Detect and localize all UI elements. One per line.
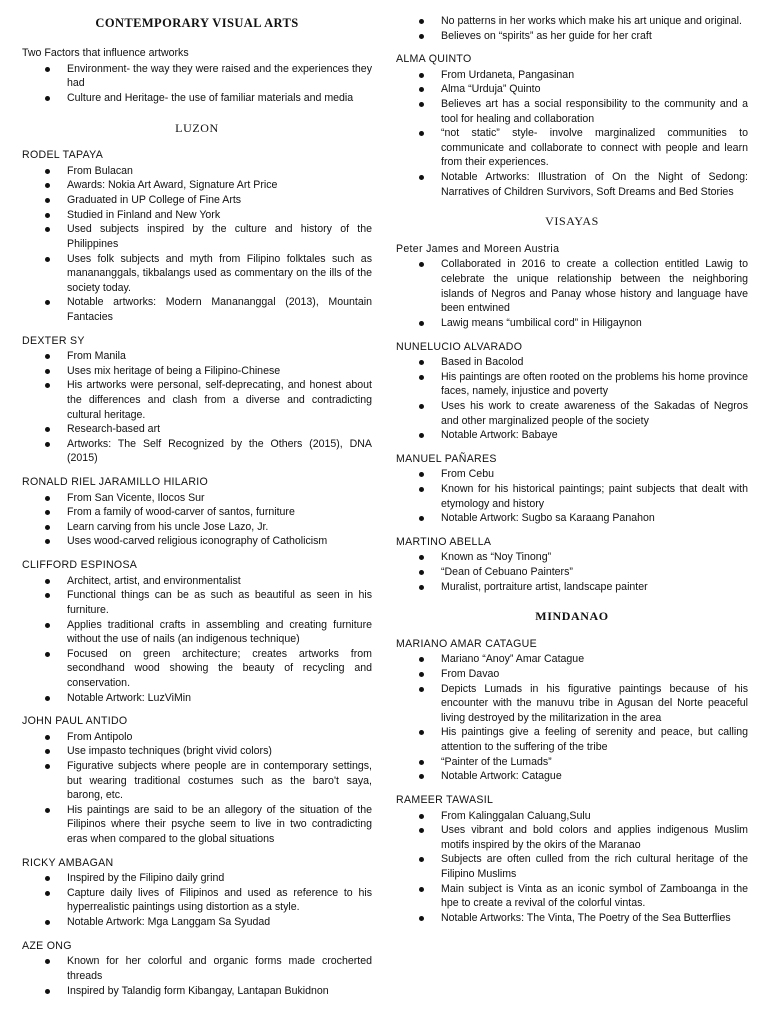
region-heading-visayas: VISAYAS xyxy=(545,214,599,229)
list-item: His paintings are often rooted on the problems his home province faces, namely, injustice and poverty xyxy=(396,370,748,399)
list-item: Lawig means “umbilical cord” in Hiligaynon xyxy=(396,316,748,331)
artist-name: RAMEER TAWASIL xyxy=(396,793,494,806)
artist-facts-list xyxy=(22,164,372,325)
artist-facts-list xyxy=(22,491,372,549)
list-item: Studied in Finland and New York xyxy=(22,208,372,223)
artist-name: CLIFFORD ESPINOSA xyxy=(22,559,138,572)
artist-section xyxy=(396,637,748,784)
list-item: His paintings give a feeling of serenity and peace, but calling attention to the suffering of the tribe xyxy=(396,725,748,754)
artist-section xyxy=(396,242,748,331)
list-item: Notable Artwork: LuzViMin xyxy=(22,691,372,706)
list-item: Notable Artwork: Catague xyxy=(396,769,748,784)
list-item: Environment- the way they were raised and the experiences they had xyxy=(22,62,372,91)
list-item: Learn carving from his uncle Jose Lazo, Jr. xyxy=(22,520,372,535)
region-heading-luzon: LUZON xyxy=(175,120,219,135)
artist-section xyxy=(396,535,748,594)
artist-facts-list xyxy=(22,954,372,998)
artist-facts-list xyxy=(22,349,372,466)
list-item: Known for his historical paintings; paint subjects that dealt with etymology and history xyxy=(396,482,748,511)
list-item: Awards: Nokia Art Award, Signature Art Price xyxy=(22,178,372,193)
list-item: Focused on green architecture; creates artworks from secondhand wood showing the beauty of recycling and conservation. xyxy=(22,647,372,691)
list-item: Research-based art xyxy=(22,422,372,437)
artist-facts-list xyxy=(396,550,748,594)
list-item: Uses vibrant and bold colors and applies indigenous Muslim motifs inspired by the okirs of the Maranao xyxy=(396,823,748,852)
list-item: His paintings are said to be an allegory of the situation of the Filipinos where their psyche seem to live in two contradicting eras when compared to the global situations xyxy=(22,803,372,847)
artist-facts-list xyxy=(22,871,372,929)
list-item: From Cebu xyxy=(396,467,748,482)
region-heading-mindanao: MINDANAO xyxy=(535,609,609,624)
artist-section xyxy=(22,148,372,324)
list-item: Believes art has a social responsibility to the community and a tool for healing and collaboration xyxy=(396,97,748,126)
list-item: Notable artworks: Modern Manananggal (2013), Mountain Fantacies xyxy=(22,295,372,324)
list-item: Believes on “spirits” as her guide for her craft xyxy=(396,29,748,44)
list-item: Artworks: The Self Recognized by the Others (2015), DNA (2015) xyxy=(22,437,372,466)
list-item: No patterns in her works which make his art unique and original. xyxy=(396,14,748,29)
visayas-artist-list xyxy=(396,242,748,594)
continued-list xyxy=(396,14,748,43)
luzon-artist-list-continued xyxy=(396,52,748,199)
list-item: Notable Artwork: Babaye xyxy=(396,428,748,443)
artist-facts-list xyxy=(396,355,748,443)
artist-section xyxy=(396,452,748,526)
list-item: His artworks were personal, self-deprecating, and honest about the differences and clash from a diverse and contradicting cultural heritage. xyxy=(22,378,372,422)
list-item: Subjects are often culled from the rich cultural heritage of the Filipino Muslims xyxy=(396,852,748,881)
left-column xyxy=(22,0,372,1007)
list-item: Uses his work to create awareness of the Sakadas of Negros and other marginalized people of the society xyxy=(396,399,748,428)
artist-section xyxy=(396,340,748,443)
artist-name: RODEL TAPAYA xyxy=(22,149,104,162)
list-item: Notable Artworks: Illustration of On the Night of Sedong: Narratives of Children Survivors, Soft Dreams and Bed Stories xyxy=(396,170,748,199)
mindanao-artist-list xyxy=(396,637,748,926)
list-item: From Davao xyxy=(396,667,748,682)
intro-section xyxy=(22,46,372,105)
artist-section xyxy=(22,939,372,998)
intro-list xyxy=(22,62,372,106)
list-item: Known for her colorful and organic forms made crocherted threads xyxy=(22,954,372,983)
list-item: Alma “Urduja” Quinto xyxy=(396,82,748,97)
list-item: “Painter of the Lumads” xyxy=(396,755,748,770)
artist-facts-list xyxy=(396,652,748,783)
artist-name: DEXTER SY xyxy=(22,334,85,347)
list-item: Applies traditional crafts in assembling and creating furniture without the use of nails (an indigenous technique) xyxy=(22,618,372,647)
list-item: From Kalinggalan Caluang,Sulu xyxy=(396,809,748,824)
list-item: From a family of wood-carver of santos, furniture xyxy=(22,505,372,520)
list-item: Main subject is Vinta as an iconic symbol of Zamboanga in the hpe to create a revival of the colorful vintas. xyxy=(396,882,748,911)
list-item: Capture daily lives of Filipinos and used as reference to his hyperrealistic paintings using distortion as a style. xyxy=(22,886,372,915)
list-item: From Bulacan xyxy=(22,164,372,179)
list-item: Muralist, portraiture artist, landscape painter xyxy=(396,580,748,595)
artist-facts-list xyxy=(396,809,748,926)
list-item: Notable Artworks: The Vinta, The Poetry of the Sea Butterflies xyxy=(396,911,748,926)
list-item: From Antipolo xyxy=(22,730,372,745)
list-item: Uses wood-carved religious iconography of Catholicism xyxy=(22,534,372,549)
list-item: Notable Artwork: Sugbo sa Karaang Panahon xyxy=(396,511,748,526)
list-item: Use impasto techniques (bright vivid colors) xyxy=(22,744,372,759)
list-item: Uses mix heritage of being a Filipino-Chinese xyxy=(22,364,372,379)
list-item: Inspired by the Filipino daily grind xyxy=(22,871,372,886)
list-item: “Dean of Cebuano Painters” xyxy=(396,565,748,580)
document-title: CONTEMPORARY VISUAL ARTS xyxy=(95,16,299,30)
right-column xyxy=(396,0,748,934)
artist-name: ALMA QUINTO xyxy=(396,53,472,66)
artist-section xyxy=(22,714,372,846)
artist-facts-list xyxy=(396,68,748,199)
list-item: Based in Bacolod xyxy=(396,355,748,370)
list-item: Notable Artwork: Mga Langgam Sa Syudad xyxy=(22,915,372,930)
list-item: “not static” style- involve marginalized communities to communicate and collaborate to connect with people and learn from their experiences. xyxy=(396,126,748,170)
list-item: Depicts Lumads in his figurative paintings because of his encounter with the manuvu tribe in Agusan del Norte peaceful living destroyed by the militarization in the area xyxy=(396,682,748,726)
artist-name: Peter James and Moreen Austria xyxy=(396,242,560,255)
list-item: From Manila xyxy=(22,349,372,364)
artist-facts-list xyxy=(396,257,748,330)
artist-facts-list xyxy=(22,574,372,705)
artist-section xyxy=(22,475,372,549)
artist-name: RICKY AMBAGAN xyxy=(22,856,114,869)
list-item: Mariano “Anoy” Amar Catague xyxy=(396,652,748,667)
artist-facts-list xyxy=(22,730,372,847)
artist-name: JOHN PAUL ANTIDO xyxy=(22,715,128,728)
artist-name: RONALD RIEL JARAMILLO HILARIO xyxy=(22,476,209,489)
artist-section xyxy=(396,52,748,199)
artist-name: NUNELUCIO ALVARADO xyxy=(396,340,523,353)
list-item: Figurative subjects where people are in contemporary settings, but wearing traditional costumes such as the baro't saya, barong, etc. xyxy=(22,759,372,803)
luzon-artist-list xyxy=(22,148,372,998)
artist-section xyxy=(396,793,748,925)
list-item: Architect, artist, and environmentalist xyxy=(22,574,372,589)
list-item: Collaborated in 2016 to create a collection entitled Lawig to celebrate the unique relationship between the neighboring islands of Negros and Panay whose history and language have been entwined xyxy=(396,257,748,315)
list-item: Culture and Heritage- the use of familiar materials and media xyxy=(22,91,372,106)
continued-section xyxy=(396,14,748,43)
list-item: Known as “Noy Tinong” xyxy=(396,550,748,565)
artist-section xyxy=(22,558,372,705)
artist-name: AZE ONG xyxy=(22,939,72,952)
list-item: Graduated in UP College of Fine Arts xyxy=(22,193,372,208)
list-item: Uses folk subjects and myth from Filipino folktales such as manananggals, tikbalangs used as commentary on the ills of the society today. xyxy=(22,252,372,296)
artist-name: MANUEL PAÑARES xyxy=(396,452,497,465)
list-item: From San Vicente, Ilocos Sur xyxy=(22,491,372,506)
list-item: Functional things can be as such as beautiful as seen in his furniture. xyxy=(22,588,372,617)
artist-name: MARTINO ABELLA xyxy=(396,535,492,548)
artist-section xyxy=(22,334,372,466)
list-item: From Urdaneta, Pangasinan xyxy=(396,68,748,83)
artist-section xyxy=(22,856,372,930)
list-item: Inspired by Talandig form Kibangay, Lantapan Bukidnon xyxy=(22,984,372,999)
artist-name: MARIANO AMAR CATAGUE xyxy=(396,637,537,650)
list-item: Used subjects inspired by the culture and history of the Philippines xyxy=(22,222,372,251)
artist-facts-list xyxy=(396,467,748,525)
intro-heading: Two Factors that influence artworks xyxy=(22,47,189,60)
